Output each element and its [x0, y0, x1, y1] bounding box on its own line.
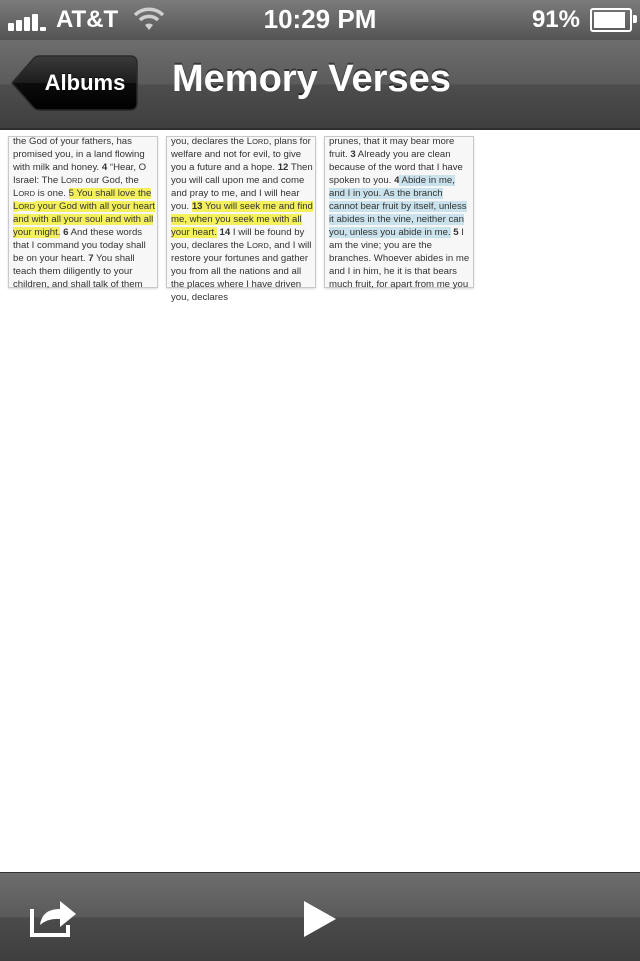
verse-number: 12 [277, 162, 289, 173]
verse-text-segment: , plans for welfare and not for evil, to give you a future and a hope. [171, 136, 311, 173]
verse-text [329, 135, 471, 291]
bottom-toolbar [0, 872, 640, 961]
battery-icon [590, 8, 632, 32]
photo-thumbnail[interactable] [166, 136, 316, 303]
albums-back-button[interactable] [10, 55, 138, 111]
back-button-label: Albums [44, 70, 126, 95]
highlighted-verse: 5 You shall love the L [13, 188, 152, 212]
highlighted-verse: Abide in me, and I in you. As the branch cannot bear fruit by itself, unless it abides in the vine, neither can you, unless you abide in me. [329, 175, 467, 238]
verse-text-segment: ORD [66, 176, 83, 185]
verse-text-segment: you, declares the L [171, 136, 253, 147]
highlighted-verse: your God with all your heart and with all your soul and with all your might. [13, 201, 155, 238]
verse-text-segment: , and I will restore your fortunes and gather you from all the nations and all the places where I have driven you, declares [171, 240, 312, 303]
verse-text-segment: our God, the L [13, 175, 139, 199]
verse-text [171, 135, 313, 304]
verse-number: 4 [394, 175, 400, 186]
battery-percent: 91% [531, 6, 580, 33]
carrier-label: AT&T [56, 6, 119, 33]
verse-text [13, 135, 155, 291]
verse-text-segment: I am the vine; you are the branches. Whoever abides in me and I in him, he it is that bears much fruit, for apart from me you [329, 227, 470, 290]
verse-text-segment: And these words that I command you today shall be on your heart. [13, 227, 146, 264]
photo-grid [0, 130, 640, 872]
verse-text-segment: Already you are clean because of the word that I have spoken to you. [329, 149, 463, 186]
verse-text-segment: ORD [252, 137, 269, 146]
verse-number: 6 [63, 227, 69, 238]
highlighted-verse: You will seek me and find me, when you seek me with all your heart. [171, 201, 313, 238]
clock: 10:29 PM [263, 4, 377, 34]
verse-text-segment: “Hear, O Israel: The L [13, 162, 147, 186]
share-icon[interactable] [28, 893, 80, 939]
navigation-bar [0, 40, 640, 130]
status-right [532, 4, 632, 36]
verse-number: 3 [350, 149, 356, 160]
page-title: Memory Verses [172, 58, 451, 100]
verse-text-segment: the God of your fathers, has promised you, in a land flowing with milk and honey. [13, 136, 145, 173]
highlighted-verse: ORD [18, 202, 36, 211]
photo-thumbnail[interactable] [8, 136, 158, 288]
verse-text-segment: You shall teach them diligently to your children, and shall talk of them [13, 253, 143, 290]
photo-thumbnail[interactable] [324, 136, 474, 288]
verse-text-segment: Then you will call upon me and come and pray to me, and I will hear you. [171, 162, 313, 212]
verse-text-segment: is one. [35, 188, 69, 199]
verse-number: 14 [219, 227, 231, 238]
play-icon[interactable] [300, 897, 340, 941]
verse-text-segment: ORD [18, 189, 36, 198]
verse-number: 5 [453, 227, 459, 238]
verse-text-segment: I will be found by you, declares the L [171, 227, 305, 251]
status-bar [0, 0, 640, 40]
verse-number: 7 [88, 253, 94, 264]
verse-text-segment: ORD [252, 241, 269, 250]
verse-text-segment: prunes, that it may bear more fruit. [329, 136, 455, 160]
verse-number: 13 [191, 201, 203, 212]
verse-number: 4 [101, 162, 110, 173]
